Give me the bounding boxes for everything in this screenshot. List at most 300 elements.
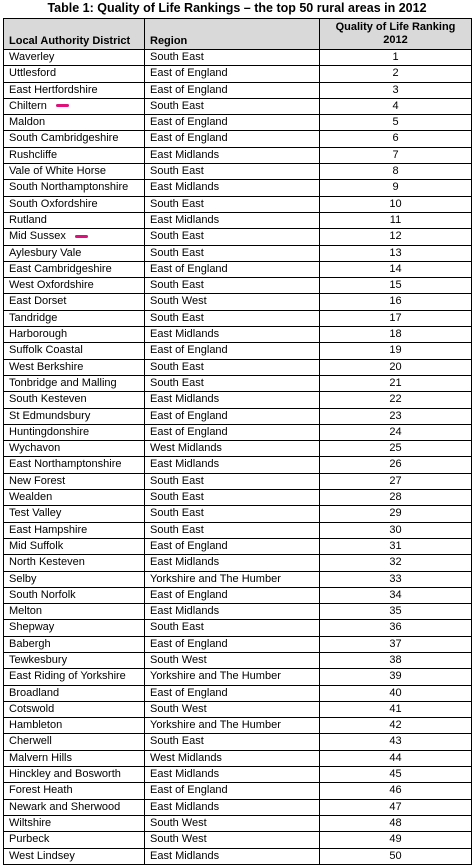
rank-cell (320, 441, 472, 457)
rank-header-line1: Quality of Life Ranking (335, 21, 456, 33)
rank-cell (320, 115, 472, 131)
district-cell (4, 636, 145, 652)
rank-cell-text: 27 (389, 474, 402, 487)
region-cell-text: South East (150, 523, 204, 536)
region-cell-text: Yorkshire and The Humber (150, 719, 281, 732)
region-cell-text: East Midlands (150, 768, 220, 781)
table-row (4, 490, 472, 506)
header-row (4, 19, 472, 50)
table-row (4, 799, 472, 815)
region-cell (145, 848, 320, 864)
region-cell (145, 327, 320, 343)
region-cell-text: East of England (150, 83, 228, 96)
table-row (4, 620, 472, 636)
region-cell (145, 506, 320, 522)
district-cell-text: Tewkesbury (9, 653, 68, 666)
table-row (4, 652, 472, 668)
region-cell (145, 636, 320, 652)
region-cell-text: East of England (150, 344, 228, 357)
table-row (4, 50, 472, 66)
rank-cell (320, 343, 472, 359)
rank-cell (320, 131, 472, 147)
table-row (4, 229, 472, 245)
region-cell-text: South East (150, 279, 204, 292)
district-cell (4, 767, 145, 783)
region-cell-text: South East (150, 507, 204, 520)
table-row (4, 815, 472, 831)
region-cell (145, 424, 320, 440)
district-cell-text: South Cambridgeshire (9, 132, 119, 145)
rank-cell-text: 8 (392, 165, 399, 178)
rank-cell (320, 147, 472, 163)
table-row (4, 327, 472, 343)
region-cell (145, 832, 320, 848)
region-cell (145, 457, 320, 473)
region-cell (145, 604, 320, 620)
rank-cell (320, 196, 472, 212)
rank-cell-text: 39 (389, 670, 402, 683)
district-cell (4, 66, 145, 82)
table-body (4, 50, 472, 865)
rank-cell-text: 31 (389, 539, 402, 552)
rank-cell (320, 538, 472, 554)
rank-cell-text: 9 (392, 181, 399, 194)
district-cell-text: Forest Heath (9, 784, 73, 797)
table-row (4, 734, 472, 750)
rank-cell (320, 212, 472, 228)
rank-cell-text: 17 (389, 311, 402, 324)
rank-cell (320, 310, 472, 326)
district-cell (4, 408, 145, 424)
table-row (4, 245, 472, 261)
rank-cell (320, 294, 472, 310)
region-cell (145, 261, 320, 277)
district-cell (4, 604, 145, 620)
table-row (4, 180, 472, 196)
region-cell (145, 701, 320, 717)
region-cell (145, 441, 320, 457)
table-row (4, 848, 472, 864)
region-cell (145, 669, 320, 685)
rank-cell (320, 506, 472, 522)
district-cell-text: New Forest (9, 474, 66, 487)
rank-cell-text: 36 (389, 621, 402, 634)
district-cell (4, 848, 145, 864)
table-row (4, 701, 472, 717)
region-cell-text: East Midlands (150, 800, 220, 813)
district-cell (4, 147, 145, 163)
region-cell-text: East of England (150, 116, 228, 129)
rank-cell-text: 48 (389, 816, 402, 829)
rank-cell-text: 22 (389, 393, 402, 406)
rank-cell (320, 555, 472, 571)
district-cell-text: Maldon (9, 116, 46, 129)
rank-cell-text: 29 (389, 507, 402, 520)
rank-cell-text: 12 (389, 230, 402, 243)
district-cell (4, 620, 145, 636)
district-cell-text: Test Valley (9, 507, 62, 520)
rank-cell (320, 98, 472, 114)
rank-cell-text: 41 (389, 702, 402, 715)
region-cell-text: South West (150, 702, 207, 715)
region-cell-text: East of England (150, 409, 228, 422)
region-cell-text: East of England (150, 784, 228, 797)
district-cell (4, 359, 145, 375)
district-cell-text: Purbeck (9, 833, 50, 846)
table-row (4, 457, 472, 473)
table-row (4, 196, 472, 212)
rank-cell-text: 37 (389, 637, 402, 650)
district-cell-text: Rutland (9, 213, 47, 226)
district-cell-text: Waverley (9, 51, 55, 63)
district-cell-text: Melton (9, 605, 43, 618)
region-cell (145, 196, 320, 212)
district-cell-text: South Kesteven (9, 393, 87, 406)
rank-cell (320, 620, 472, 636)
region-cell-text: East Midlands (150, 328, 220, 341)
region-cell-text: East of England (150, 262, 228, 275)
rank-cell-text: 4 (392, 99, 399, 112)
rank-cell (320, 164, 472, 180)
district-cell-text: Harborough (9, 328, 68, 341)
district-cell (4, 669, 145, 685)
district-cell (4, 212, 145, 228)
table-row (4, 473, 472, 489)
rank-cell (320, 261, 472, 277)
region-cell (145, 587, 320, 603)
highlight-dash-mark (56, 104, 69, 107)
table-row (4, 98, 472, 114)
rank-cell (320, 82, 472, 98)
rank-cell-text: 6 (392, 132, 399, 145)
region-cell-text: West Midlands (150, 442, 222, 455)
district-cell (4, 783, 145, 799)
region-cell (145, 750, 320, 766)
rank-cell-text: 40 (389, 686, 402, 699)
district-cell-text: East Cambridgeshire (9, 262, 112, 275)
region-cell-text: East Midlands (150, 181, 220, 194)
rank-cell-text: 33 (389, 572, 402, 585)
region-cell (145, 359, 320, 375)
region-cell-text: East of England (150, 132, 228, 145)
district-cell (4, 343, 145, 359)
region-cell-text: East Midlands (150, 556, 220, 569)
rank-cell-text: 21 (389, 376, 402, 389)
rank-cell (320, 571, 472, 587)
district-cell-text: Broadland (9, 686, 60, 699)
rank-cell-text: 11 (389, 213, 402, 226)
district-cell (4, 506, 145, 522)
table-row (4, 278, 472, 294)
highlight-dash-mark (75, 235, 88, 238)
region-cell (145, 538, 320, 554)
district-cell-text: Wychavon (9, 442, 61, 455)
rank-cell (320, 848, 472, 864)
district-cell-text: Shepway (9, 621, 55, 634)
rank-cell (320, 718, 472, 734)
rank-cell (320, 50, 472, 66)
district-cell-text: Rushcliffe (9, 148, 58, 161)
district-cell-text: East Dorset (9, 295, 67, 308)
table-row (4, 359, 472, 375)
table-title: Table 1: Quality of Life Rankings – the top 50 rural areas in 2012 (47, 1, 427, 15)
rank-cell-text: 49 (389, 833, 402, 846)
table-row (4, 555, 472, 571)
table-row (4, 685, 472, 701)
table-row (4, 82, 472, 98)
district-cell (4, 685, 145, 701)
rank-cell (320, 685, 472, 701)
rank-cell (320, 799, 472, 815)
rankings-table (3, 18, 472, 865)
district-cell (4, 294, 145, 310)
region-cell (145, 66, 320, 82)
district-cell (4, 473, 145, 489)
rank-cell-text: 45 (389, 768, 402, 781)
rank-cell (320, 457, 472, 473)
region-cell-text: Yorkshire and The Humber (150, 670, 281, 683)
rank-cell (320, 278, 472, 294)
region-cell-text: South East (150, 311, 204, 324)
rank-cell (320, 327, 472, 343)
table-row (4, 604, 472, 620)
region-cell (145, 522, 320, 538)
region-cell-text: South East (150, 51, 204, 63)
district-cell-text: Mid Suffolk (9, 539, 64, 552)
rank-cell-text: 19 (389, 344, 402, 357)
region-cell-text: East Midlands (150, 849, 220, 862)
region-cell (145, 147, 320, 163)
region-cell-text: South West (150, 295, 207, 308)
rank-cell-text: 38 (389, 653, 402, 666)
district-cell (4, 50, 145, 66)
district-cell (4, 131, 145, 147)
district-cell-text: Suffolk Coastal (9, 344, 83, 357)
region-cell-text: South East (150, 99, 204, 112)
region-cell (145, 115, 320, 131)
district-cell-text: South Northamptonshire (9, 181, 129, 194)
district-cell-text: Cherwell (9, 735, 52, 748)
rank-cell-text: 32 (389, 556, 402, 569)
region-cell-text: West Midlands (150, 751, 222, 764)
region-cell-text: South East (150, 197, 204, 210)
table-row (4, 832, 472, 848)
region-cell-text: East of England (150, 588, 228, 601)
region-cell (145, 685, 320, 701)
district-cell-text: St Edmundsbury (9, 409, 91, 422)
region-cell (145, 718, 320, 734)
table-row (4, 131, 472, 147)
district-column-header: Local Authority District (4, 19, 145, 50)
rank-cell (320, 783, 472, 799)
table-row (4, 750, 472, 766)
table-row (4, 441, 472, 457)
table-row (4, 115, 472, 131)
table-row (4, 767, 472, 783)
rank-cell-text: 15 (389, 279, 402, 292)
region-cell-text: Yorkshire and The Humber (150, 572, 281, 585)
district-cell-text: Tandridge (9, 311, 58, 324)
region-cell (145, 229, 320, 245)
table-row (4, 147, 472, 163)
rank-cell-text: 5 (392, 116, 399, 129)
region-cell (145, 799, 320, 815)
rank-cell (320, 522, 472, 538)
district-cell (4, 571, 145, 587)
rank-cell-text: 2 (392, 67, 399, 80)
district-cell-text: Wiltshire (9, 816, 52, 829)
region-cell (145, 555, 320, 571)
rank-cell (320, 587, 472, 603)
region-cell-text: South East (150, 230, 204, 243)
district-cell (4, 799, 145, 815)
region-cell (145, 50, 320, 66)
rank-cell-text: 30 (389, 523, 402, 536)
region-cell (145, 783, 320, 799)
district-cell (4, 522, 145, 538)
rank-cell (320, 815, 472, 831)
district-cell (4, 490, 145, 506)
rank-cell (320, 392, 472, 408)
region-cell-text: South East (150, 474, 204, 487)
rank-cell (320, 604, 472, 620)
region-cell-text: South East (150, 735, 204, 748)
region-cell-text: South East (150, 376, 204, 389)
rank-cell-text: 26 (389, 458, 402, 471)
rank-cell-text: 3 (392, 83, 399, 96)
region-cell-text: East Midlands (150, 213, 220, 226)
region-cell-text: East Midlands (150, 605, 220, 618)
district-cell (4, 734, 145, 750)
rank-cell-text: 34 (389, 588, 402, 601)
district-cell (4, 750, 145, 766)
district-cell-text: West Berkshire (9, 360, 84, 373)
table-row (4, 294, 472, 310)
district-cell-text: Malvern Hills (9, 751, 72, 764)
district-cell (4, 701, 145, 717)
district-cell-text: Vale of White Horse (9, 165, 107, 178)
region-cell (145, 212, 320, 228)
region-cell (145, 734, 320, 750)
district-cell (4, 587, 145, 603)
rank-cell-text: 14 (389, 262, 402, 275)
region-cell (145, 473, 320, 489)
rank-cell (320, 245, 472, 261)
district-cell (4, 278, 145, 294)
district-cell (4, 457, 145, 473)
rank-cell-text: 25 (389, 442, 402, 455)
district-cell (4, 424, 145, 440)
rank-cell-text: 47 (389, 800, 402, 813)
region-cell (145, 310, 320, 326)
rank-cell-text: 35 (389, 605, 402, 618)
rank-column-header (320, 19, 472, 50)
region-cell-text: East Midlands (150, 148, 220, 161)
rank-cell (320, 375, 472, 391)
region-cell (145, 131, 320, 147)
district-cell (4, 98, 145, 114)
rank-cell (320, 66, 472, 82)
rank-cell (320, 490, 472, 506)
table-row (4, 310, 472, 326)
rank-cell-text: 7 (392, 148, 399, 161)
district-cell-text: Hinckley and Bosworth (9, 768, 121, 781)
rank-cell (320, 408, 472, 424)
rank-cell (320, 652, 472, 668)
region-cell-text: East of England (150, 67, 228, 80)
district-cell-text: West Oxfordshire (9, 279, 94, 292)
district-cell-text: Hambleton (9, 719, 63, 732)
rank-cell (320, 832, 472, 848)
table-row (4, 375, 472, 391)
rank-cell-text: 10 (389, 197, 402, 210)
district-cell (4, 392, 145, 408)
table-row (4, 669, 472, 685)
district-cell (4, 832, 145, 848)
table-row (4, 261, 472, 277)
district-cell-text: Mid Sussex (9, 230, 66, 243)
rank-cell-text: 50 (389, 849, 402, 862)
rank-cell-text: 42 (389, 719, 402, 732)
table-row (4, 66, 472, 82)
region-cell-text: South East (150, 360, 204, 373)
table-row (4, 343, 472, 359)
district-cell (4, 555, 145, 571)
region-cell-text: South West (150, 833, 207, 846)
rank-cell-text: 20 (389, 360, 402, 373)
region-cell-text: East of England (150, 425, 228, 438)
region-cell (145, 767, 320, 783)
region-cell-text: East Midlands (150, 458, 220, 471)
district-cell-text: East Hampshire (9, 523, 88, 536)
region-cell (145, 98, 320, 114)
district-cell (4, 441, 145, 457)
table-row (4, 164, 472, 180)
rank-cell (320, 229, 472, 245)
rank-cell-text: 23 (389, 409, 402, 422)
region-cell-text: South East (150, 246, 204, 259)
district-cell-text: East Hertfordshire (9, 83, 98, 96)
district-cell-text: Newark and Sherwood (9, 800, 121, 813)
region-cell-text: South West (150, 653, 207, 666)
region-cell-text: East of England (150, 637, 228, 650)
district-cell (4, 115, 145, 131)
district-cell (4, 245, 145, 261)
region-cell (145, 392, 320, 408)
district-cell-text: Chiltern (9, 99, 47, 112)
table-row (4, 522, 472, 538)
district-cell-text: North Kesteven (9, 556, 85, 569)
region-cell (145, 408, 320, 424)
rank-cell (320, 636, 472, 652)
region-cell-text: South East (150, 621, 204, 634)
rank-cell (320, 669, 472, 685)
region-cell (145, 164, 320, 180)
district-cell-text: East Northamptonshire (9, 458, 122, 471)
rank-cell-text: 1 (392, 51, 399, 63)
table-row (4, 392, 472, 408)
table-row (4, 718, 472, 734)
district-cell-text: Tonbridge and Malling (9, 376, 117, 389)
district-cell-text: Selby (9, 572, 37, 585)
rank-cell (320, 473, 472, 489)
region-cell (145, 82, 320, 98)
rank-cell (320, 767, 472, 783)
region-cell (145, 245, 320, 261)
rank-cell-text: 13 (389, 246, 402, 259)
region-cell (145, 571, 320, 587)
region-cell (145, 375, 320, 391)
